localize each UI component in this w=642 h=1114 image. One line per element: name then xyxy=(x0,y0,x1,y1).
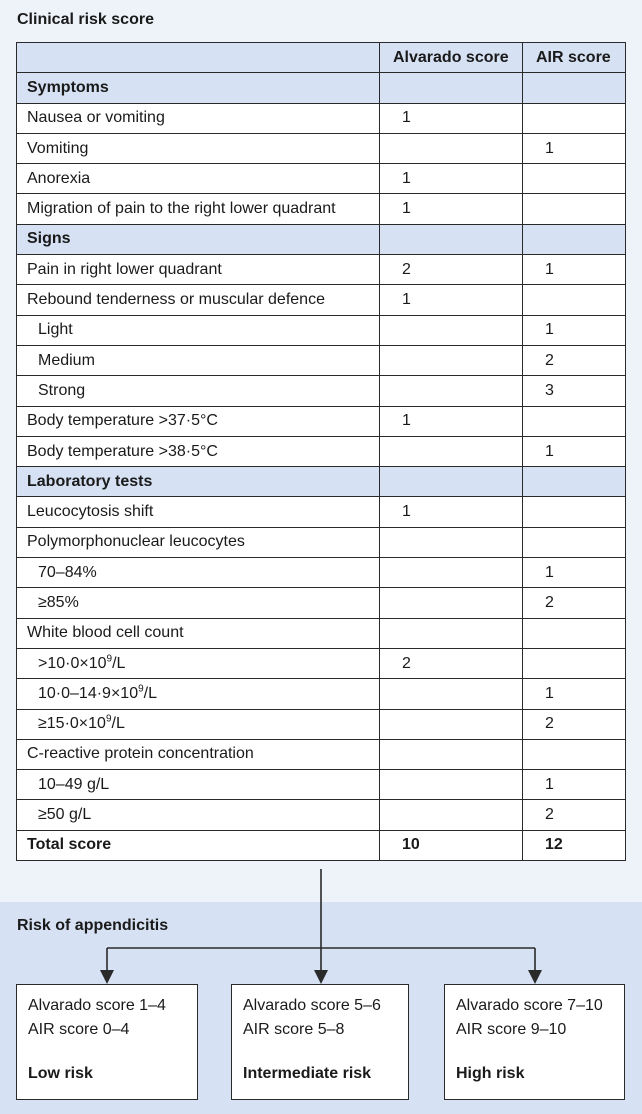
air-points: 2 xyxy=(523,709,626,739)
alvarado-points: 2 xyxy=(380,648,523,678)
alvarado-range: Alvarado score 1–4 xyxy=(28,997,166,1014)
table-row xyxy=(17,770,626,800)
header-air: AIR score xyxy=(523,43,626,73)
air-points: 2 xyxy=(523,345,626,375)
table-row xyxy=(17,739,626,769)
criterion-text: ≥15·0×10 xyxy=(38,715,106,733)
criterion-text: Anorexia xyxy=(27,169,91,187)
alvarado-points xyxy=(380,618,523,648)
air-points: 3 xyxy=(523,376,626,406)
criterion-label xyxy=(17,345,380,375)
table-row xyxy=(17,800,626,830)
criterion-text: Vomiting xyxy=(27,139,89,157)
criterion-label xyxy=(17,770,380,800)
table-row xyxy=(17,436,626,466)
criterion-label xyxy=(17,103,380,133)
alvarado-points xyxy=(380,376,523,406)
table-row xyxy=(17,406,626,436)
criterion-text: >10·0×10 xyxy=(38,654,107,672)
air-points xyxy=(523,103,626,133)
table-row xyxy=(17,527,626,557)
criterion-text: Body temperature >37·5°C xyxy=(27,412,218,430)
exponent: 9 xyxy=(138,683,144,695)
risk-level: Low risk xyxy=(28,1065,93,1082)
air-points xyxy=(523,406,626,436)
section-label xyxy=(17,224,380,254)
air-range: AIR score 0–4 xyxy=(28,1021,130,1038)
air-points xyxy=(523,285,626,315)
table-row xyxy=(17,497,626,527)
air-points xyxy=(523,73,626,103)
criterion-text: Laboratory tests xyxy=(27,472,153,490)
alvarado-points: 1 xyxy=(380,497,523,527)
criterion-label xyxy=(17,618,380,648)
criterion-text: Strong xyxy=(38,381,86,399)
criterion-label xyxy=(17,376,380,406)
air-points: 1 xyxy=(523,436,626,466)
table-row xyxy=(17,255,626,285)
alvarado-points: 1 xyxy=(380,406,523,436)
criterion-label xyxy=(17,406,380,436)
air-points: 1 xyxy=(523,255,626,285)
criterion-label xyxy=(17,255,380,285)
criterion-text: Migration of pain to the right lower quadrant xyxy=(27,200,336,218)
table-row xyxy=(17,103,626,133)
criterion-label xyxy=(17,739,380,769)
criterion-label xyxy=(17,709,380,739)
section-row xyxy=(17,73,626,103)
section-label xyxy=(17,73,380,103)
alvarado-points: 1 xyxy=(380,164,523,194)
section-row xyxy=(17,467,626,497)
air-points xyxy=(523,224,626,254)
alvarado-points: 1 xyxy=(380,194,523,224)
criterion-text: Signs xyxy=(27,230,71,248)
criterion-text: Rebound tenderness or muscular defence xyxy=(27,291,325,309)
table-row xyxy=(17,285,626,315)
air-points: 12 xyxy=(523,830,626,860)
table-row xyxy=(17,133,626,163)
alvarado-points: 1 xyxy=(380,285,523,315)
criterion-text: Nausea or vomiting xyxy=(27,109,165,127)
unit: /L xyxy=(111,715,125,733)
criterion-text: Total score xyxy=(27,836,112,854)
table-row xyxy=(17,376,626,406)
alvarado-range: Alvarado score 5–6 xyxy=(243,997,381,1014)
air-points: 1 xyxy=(523,315,626,345)
criterion-text: ≥85% xyxy=(38,593,79,611)
criterion-text: Body temperature >38·5°C xyxy=(27,442,218,460)
unit: /L xyxy=(143,684,157,702)
alvarado-points: 2 xyxy=(380,255,523,285)
air-range: AIR score 9–10 xyxy=(456,1021,567,1038)
alvarado-points xyxy=(380,588,523,618)
table-row xyxy=(17,679,626,709)
criterion-text: ≥50 g/L xyxy=(38,806,92,824)
criterion-text: Medium xyxy=(38,351,95,369)
criterion-label xyxy=(17,830,380,860)
header-alvarado: Alvarado score xyxy=(380,43,523,73)
criterion-text: White blood cell count xyxy=(27,624,184,642)
alvarado-points xyxy=(380,679,523,709)
criterion-text: Polymorphonuclear leucocytes xyxy=(27,533,245,551)
criterion-label xyxy=(17,679,380,709)
air-points: 1 xyxy=(523,133,626,163)
criterion-label xyxy=(17,497,380,527)
criterion-label xyxy=(17,133,380,163)
table-header-row xyxy=(17,43,626,73)
table-row xyxy=(17,709,626,739)
criterion-label xyxy=(17,164,380,194)
table-row xyxy=(17,345,626,375)
alvarado-points xyxy=(380,224,523,254)
exponent: 9 xyxy=(105,713,112,725)
criterion-label xyxy=(17,800,380,830)
risk-level: Intermediate risk xyxy=(243,1065,372,1082)
air-points: 1 xyxy=(523,679,626,709)
air-points xyxy=(523,164,626,194)
criterion-text: Pain in right lower quadrant xyxy=(27,260,222,278)
alvarado-points xyxy=(380,800,523,830)
criterion-label xyxy=(17,648,380,678)
criterion-text: Light xyxy=(38,321,73,339)
alvarado-points xyxy=(380,133,523,163)
criterion-label xyxy=(17,315,380,345)
table-row xyxy=(17,194,626,224)
alvarado-points xyxy=(380,73,523,103)
alvarado-points xyxy=(380,770,523,800)
total-row xyxy=(17,830,626,860)
table-row xyxy=(17,558,626,588)
section-label xyxy=(17,467,380,497)
air-points xyxy=(523,467,626,497)
criterion-label xyxy=(17,285,380,315)
alvarado-range: Alvarado score 7–10 xyxy=(456,997,603,1014)
low-risk-box xyxy=(16,984,198,1100)
risk-level: High risk xyxy=(456,1065,525,1082)
criterion-label xyxy=(17,558,380,588)
alvarado-points xyxy=(380,345,523,375)
criterion-label xyxy=(17,527,380,557)
criterion-text: 10–49 g/L xyxy=(38,775,110,793)
criterion-text: Leucocytosis shift xyxy=(27,503,154,521)
alvarado-points xyxy=(380,527,523,557)
alvarado-points xyxy=(380,558,523,588)
criterion-text: 70–84% xyxy=(38,563,97,581)
air-range: AIR score 5–8 xyxy=(243,1021,345,1038)
table-row xyxy=(17,618,626,648)
air-points: 1 xyxy=(523,770,626,800)
risk-of-appendicitis-title: Risk of appendicitis xyxy=(17,917,169,934)
unit: /L xyxy=(112,654,126,672)
criterion-text: C-reactive protein concentration xyxy=(27,745,254,763)
air-points xyxy=(523,618,626,648)
air-points: 2 xyxy=(523,588,626,618)
table-row xyxy=(17,315,626,345)
criterion-label xyxy=(17,194,380,224)
risk-score-table xyxy=(16,42,626,861)
high-risk-box xyxy=(444,984,625,1100)
section-row xyxy=(17,224,626,254)
air-points: 2 xyxy=(523,800,626,830)
intermediate-risk-box xyxy=(231,984,409,1100)
criterion-label xyxy=(17,588,380,618)
air-points: 1 xyxy=(523,558,626,588)
alvarado-points xyxy=(380,467,523,497)
alvarado-points xyxy=(380,739,523,769)
alvarado-points xyxy=(380,709,523,739)
alvarado-points xyxy=(380,315,523,345)
table-row xyxy=(17,648,626,678)
clinical-risk-score-title: Clinical risk score xyxy=(17,11,154,28)
air-points xyxy=(523,194,626,224)
criterion-text: 10·0–14·9×10 xyxy=(38,684,139,702)
alvarado-points: 10 xyxy=(380,830,523,860)
air-points xyxy=(523,527,626,557)
criterion-label xyxy=(17,436,380,466)
criterion-text: Symptoms xyxy=(27,78,109,96)
table-row xyxy=(17,588,626,618)
header-blank-cell xyxy=(17,43,380,73)
air-points xyxy=(523,497,626,527)
air-points xyxy=(523,648,626,678)
exponent: 9 xyxy=(106,653,113,665)
alvarado-points: 1 xyxy=(380,103,523,133)
table-row xyxy=(17,164,626,194)
alvarado-points xyxy=(380,436,523,466)
air-points xyxy=(523,739,626,769)
